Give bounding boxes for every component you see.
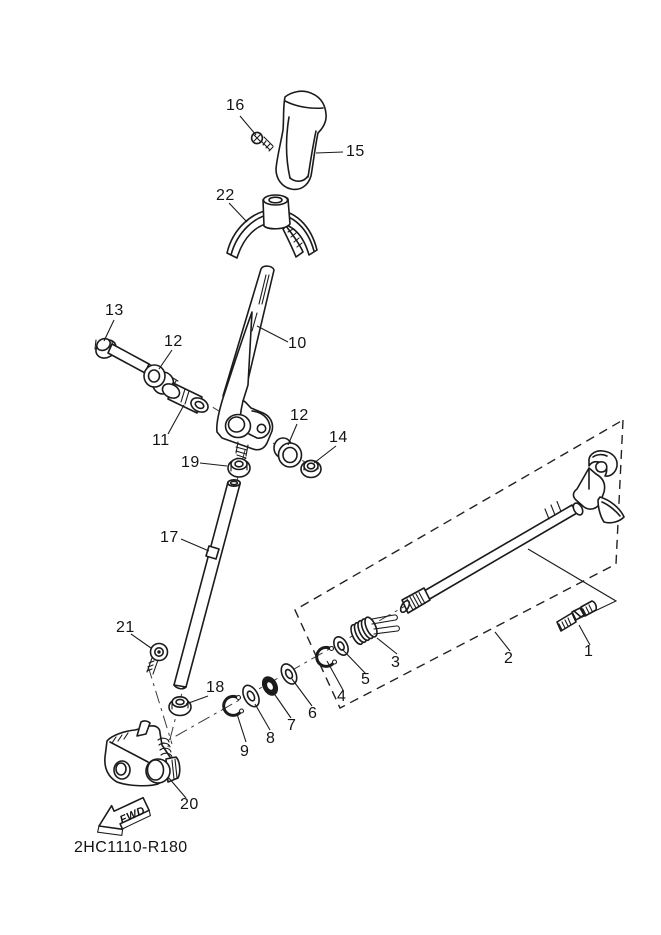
fwd-arrow [98, 798, 151, 836]
callout-18: 18 [206, 679, 225, 696]
part-6-washer [278, 661, 300, 686]
part-10-shift-lever [217, 266, 274, 460]
callout-3: 3 [391, 654, 401, 671]
callout-12-left: 12 [164, 333, 183, 350]
callout-10: 10 [288, 335, 307, 352]
part-18-nut [169, 697, 191, 716]
callout-8: 8 [266, 730, 276, 747]
part-4-circlip [317, 647, 337, 667]
callout-11: 11 [152, 432, 170, 449]
part-22-lever-cover [227, 195, 317, 258]
callout-6: 6 [308, 705, 318, 722]
callout-21: 21 [116, 619, 135, 636]
callout-4: 4 [337, 688, 347, 705]
shaft-to-bolt-leader [528, 549, 616, 619]
part-5-washer [331, 634, 351, 657]
part-12-bushing-right [274, 438, 302, 467]
part-8-washer [240, 683, 263, 710]
part-16-screw [252, 132, 273, 151]
callout-16: 16 [226, 97, 245, 114]
callout-20: 20 [180, 796, 199, 813]
callout-22: 22 [216, 187, 235, 204]
callout-17: 17 [160, 529, 179, 546]
part-15-shift-knob [276, 91, 326, 189]
diagram-code: 2HC1110-R180 [74, 839, 188, 856]
callout-12-right: 12 [290, 407, 309, 424]
part-1-stud-bolt [557, 601, 596, 631]
part-17-shift-rod [174, 480, 240, 689]
part-3-torsion-spring [349, 615, 400, 646]
part-20-pedal-arm [105, 721, 180, 786]
callout-7: 7 [287, 717, 297, 734]
callout-14: 14 [329, 429, 348, 446]
callout-15: 15 [346, 143, 365, 160]
part-11-collar [160, 381, 210, 415]
part-2-shift-shaft [399, 451, 624, 614]
callout-leaders [104, 116, 590, 798]
fwd-arrow-label: FWD [118, 804, 148, 827]
part-19-nut [228, 459, 250, 478]
callout-1: 1 [584, 643, 594, 660]
part-7-seal-washer [259, 674, 280, 698]
part-9-circlip [224, 696, 244, 716]
callout-5: 5 [361, 671, 371, 688]
callout-13: 13 [105, 302, 124, 319]
dashed-group-box [295, 420, 623, 708]
part-14-nut [301, 461, 321, 478]
callout-19: 19 [181, 454, 200, 471]
part-21-screw [147, 644, 168, 675]
callout-2: 2 [504, 650, 514, 667]
callout-9: 9 [240, 743, 250, 760]
